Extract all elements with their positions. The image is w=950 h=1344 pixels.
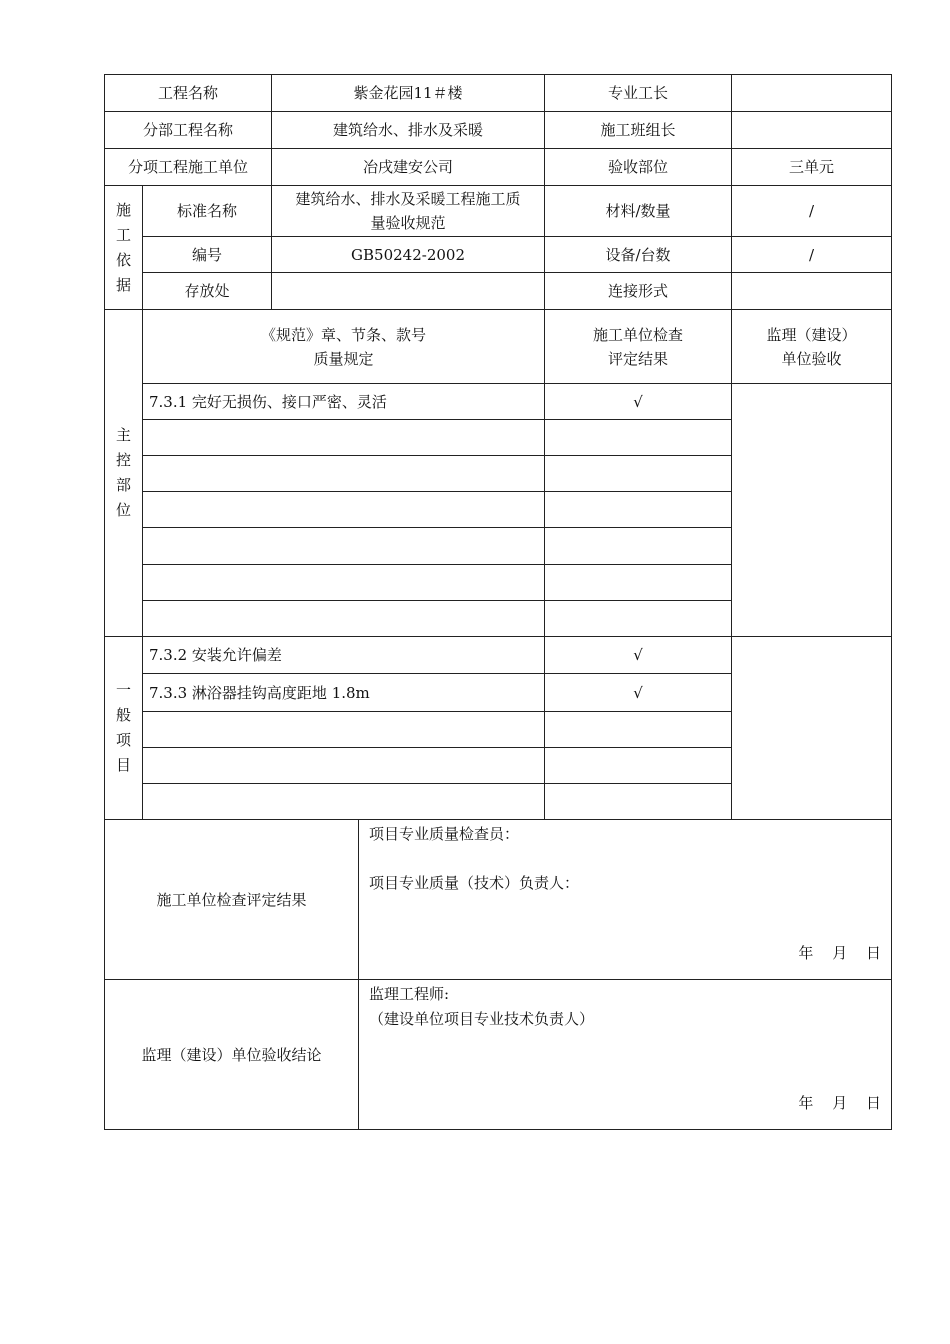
general-item[interactable] xyxy=(143,784,545,820)
general-item[interactable] xyxy=(143,748,545,784)
main-item[interactable] xyxy=(143,420,545,456)
main-control-group-label: 主 控 部 位 xyxy=(105,310,143,637)
general-result[interactable]: √ xyxy=(545,674,732,712)
equipment-value[interactable]: / xyxy=(732,237,892,273)
row-storage xyxy=(105,273,892,310)
contractor-date[interactable]: 年 月 日 xyxy=(798,944,882,962)
sub-project-value[interactable]: 建筑给水、排水及采暖 xyxy=(272,112,545,149)
general-item[interactable]: 7.3.2 安装允许偏差 xyxy=(143,637,545,674)
main-result[interactable] xyxy=(545,456,732,492)
contractor-label: 分项工程施工单位 xyxy=(105,149,272,186)
table-row xyxy=(105,637,892,674)
connection-value[interactable] xyxy=(732,273,892,310)
responsible-label: 项目专业质量（技术）负责人： xyxy=(369,874,580,892)
main-item[interactable] xyxy=(143,601,545,637)
acceptance-form xyxy=(104,74,891,1130)
supervisor-column-header: 监理（建设） 单位验收 xyxy=(732,310,892,384)
equipment-label: 设备/台数 xyxy=(545,237,732,273)
acceptance-part-label: 验收部位 xyxy=(545,149,732,186)
general-result[interactable] xyxy=(545,784,732,820)
main-item[interactable] xyxy=(143,492,545,528)
row-project-name xyxy=(105,75,892,112)
connection-label: 连接形式 xyxy=(545,273,732,310)
row-contractor xyxy=(105,149,892,186)
material-label: 材料/数量 xyxy=(545,186,732,237)
general-item[interactable]: 7.3.3 淋浴器挂钩高度距地 1.8m xyxy=(143,674,545,712)
main-result[interactable] xyxy=(545,492,732,528)
supervisor-result-sign-area[interactable] xyxy=(359,980,892,1130)
form-table xyxy=(104,74,892,1130)
general-result[interactable] xyxy=(545,712,732,748)
team-leader-value[interactable] xyxy=(732,112,892,149)
main-item[interactable] xyxy=(143,456,545,492)
main-supervisor-acceptance[interactable] xyxy=(732,384,892,637)
acceptance-part-value[interactable]: 三单元 xyxy=(732,149,892,186)
row-contractor-result xyxy=(105,820,892,980)
main-item[interactable] xyxy=(143,528,545,565)
main-item[interactable]: 7.3.1 完好无损伤、接口严密、灵活 xyxy=(143,384,545,420)
main-result[interactable] xyxy=(545,601,732,637)
row-sub-project xyxy=(105,112,892,149)
row-code xyxy=(105,237,892,273)
general-group-label: 一 般 项 目 xyxy=(105,637,143,820)
check-column-header: 施工单位检查 评定结果 xyxy=(545,310,732,384)
project-name-label: 工程名称 xyxy=(105,75,272,112)
row-column-headers xyxy=(105,310,892,384)
general-result[interactable] xyxy=(545,748,732,784)
contractor-result-label: 施工单位检查评定结果 xyxy=(105,820,359,980)
main-result[interactable] xyxy=(545,565,732,601)
supervisor-engineer-label: 监理工程师: xyxy=(369,985,450,1003)
project-name-value[interactable]: 紫金花园11＃楼 xyxy=(272,75,545,112)
supervisor-note: （建设单位项目专业技术负责人） xyxy=(369,1010,595,1028)
standard-name-value[interactable]: 建筑给水、排水及采暖工程施工质 量验收规范 xyxy=(272,186,545,237)
row-standard-name xyxy=(105,186,892,237)
contractor-value[interactable]: 冶戌建安公司 xyxy=(272,149,545,186)
basis-group-label: 施 工 依 据 xyxy=(105,186,143,310)
foreman-value[interactable] xyxy=(732,75,892,112)
code-label: 编号 xyxy=(143,237,272,273)
contractor-result-sign-area[interactable] xyxy=(359,820,892,980)
main-result[interactable]: √ xyxy=(545,384,732,420)
supervisor-result-label: 监理（建设）单位验收结论 xyxy=(105,980,359,1130)
storage-value[interactable] xyxy=(272,273,545,310)
material-value[interactable]: / xyxy=(732,186,892,237)
code-value[interactable]: GB50242-2002 xyxy=(272,237,545,273)
spec-column-header: 《规范》章、节条、款号 质量规定 xyxy=(143,310,545,384)
supervisor-date[interactable]: 年 月 日 xyxy=(798,1094,882,1112)
general-supervisor-acceptance[interactable] xyxy=(732,637,892,820)
general-result[interactable]: √ xyxy=(545,637,732,674)
general-item[interactable] xyxy=(143,712,545,748)
main-result[interactable] xyxy=(545,420,732,456)
standard-name-label: 标准名称 xyxy=(143,186,272,237)
main-item[interactable] xyxy=(143,565,545,601)
main-result[interactable] xyxy=(545,528,732,565)
inspector-label: 项目专业质量检查员： xyxy=(369,825,520,843)
row-supervisor-result xyxy=(105,980,892,1130)
sub-project-label: 分部工程名称 xyxy=(105,112,272,149)
table-row xyxy=(105,384,892,420)
foreman-label: 专业工长 xyxy=(545,75,732,112)
storage-label: 存放处 xyxy=(143,273,272,310)
team-leader-label: 施工班组长 xyxy=(545,112,732,149)
